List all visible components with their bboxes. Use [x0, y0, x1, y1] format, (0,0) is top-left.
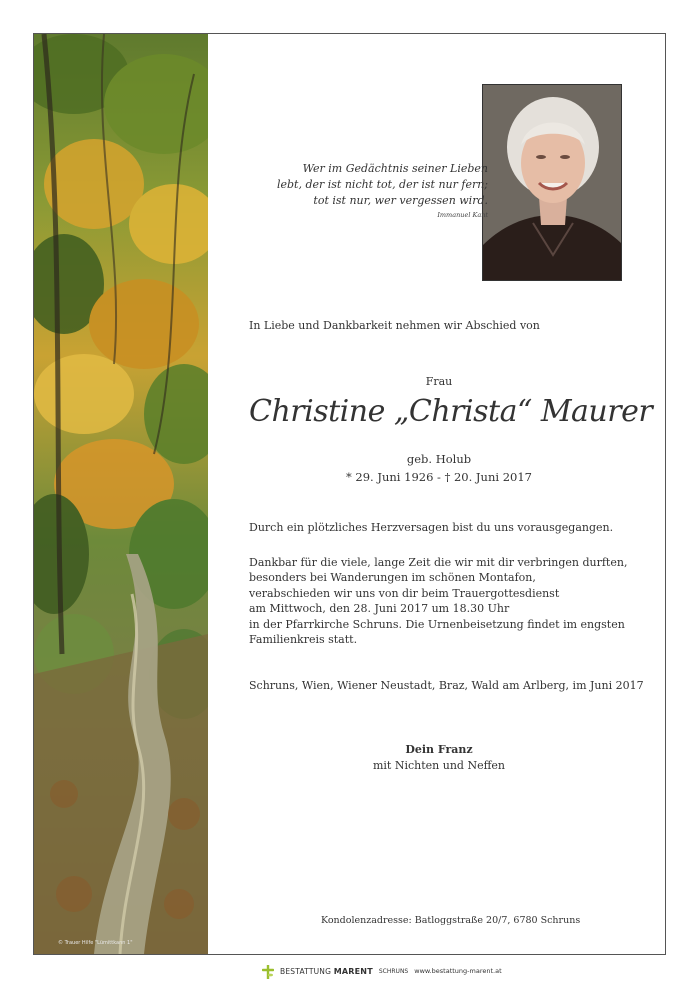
- paragraph-line: Familienkreis statt.: [249, 633, 358, 647]
- condolence-address: Kondolenzadresse: Batloggstraße 20/7, 6780 Schruns: [321, 915, 581, 926]
- portrait-photo: [482, 84, 622, 281]
- paragraph-service-details: [249, 555, 649, 647]
- paragraph-line: am Mittwoch, den 28. Juni 2017 um 18.30 Uhr: [249, 602, 510, 616]
- maiden-name: geb. Holub: [406, 452, 472, 466]
- paragraph-death-notice: Durch ein plötzliches Herzversagen bist du uns vorausgegangen.: [249, 521, 614, 534]
- life-dates: * 29. Juni 1926 - † 20. Juni 2017: [346, 470, 532, 484]
- deceased-name: Christine „Christa“ Maurer: [249, 394, 653, 429]
- forest-path-image: [34, 34, 208, 954]
- quote-line: tot ist nur, wer vergessen wird.: [313, 194, 488, 207]
- paragraph-line: verabschieden wir uns von dir beim Trauergottesdienst: [249, 586, 560, 600]
- footer: [262, 962, 502, 980]
- obituary-card: [33, 33, 666, 955]
- paragraph-places: Schruns, Wien, Wiener Neustadt, Braz, Wald am Arlberg, im Juni 2017: [249, 679, 644, 692]
- footer-brand: [280, 967, 373, 976]
- intro-text: In Liebe und Dankbarkeit nehmen wir Abschied von: [249, 319, 540, 332]
- signature-name: Dein Franz: [405, 743, 473, 756]
- paragraph-line: Dankbar für die viele, lange Zeit die wir mit dir verbringen durften,: [249, 556, 628, 569]
- footer-url-link[interactable]: www.bestattung-marent.at: [414, 967, 502, 975]
- footer-brand-prefix: BESTATTUNG: [280, 966, 332, 976]
- image-credit: © Trauer Hilfe "Lümittkann 1": [58, 940, 133, 946]
- footer-place: SCHRUNS: [378, 967, 409, 975]
- signature-subtitle: mit Nichten und Neffen: [372, 759, 506, 772]
- paragraph-line: in der Pfarrkirche Schruns. Die Urnenbeisetzung findet im engsten: [249, 617, 625, 631]
- quote-line: Wer im Gedächtnis seiner Lieben: [302, 162, 488, 175]
- quote-text: [234, 161, 488, 209]
- paragraph-line: besonders bei Wanderungen im schönen Montafon,: [249, 571, 536, 585]
- quote-author: Immanuel Kant: [437, 211, 488, 219]
- footer-brand-name: MARENT: [333, 966, 373, 976]
- cross-leaf-icon: [262, 964, 274, 978]
- salutation: Frau: [425, 375, 453, 388]
- quote-line: lebt, der ist nicht tot, der ist nur fern;: [276, 178, 488, 191]
